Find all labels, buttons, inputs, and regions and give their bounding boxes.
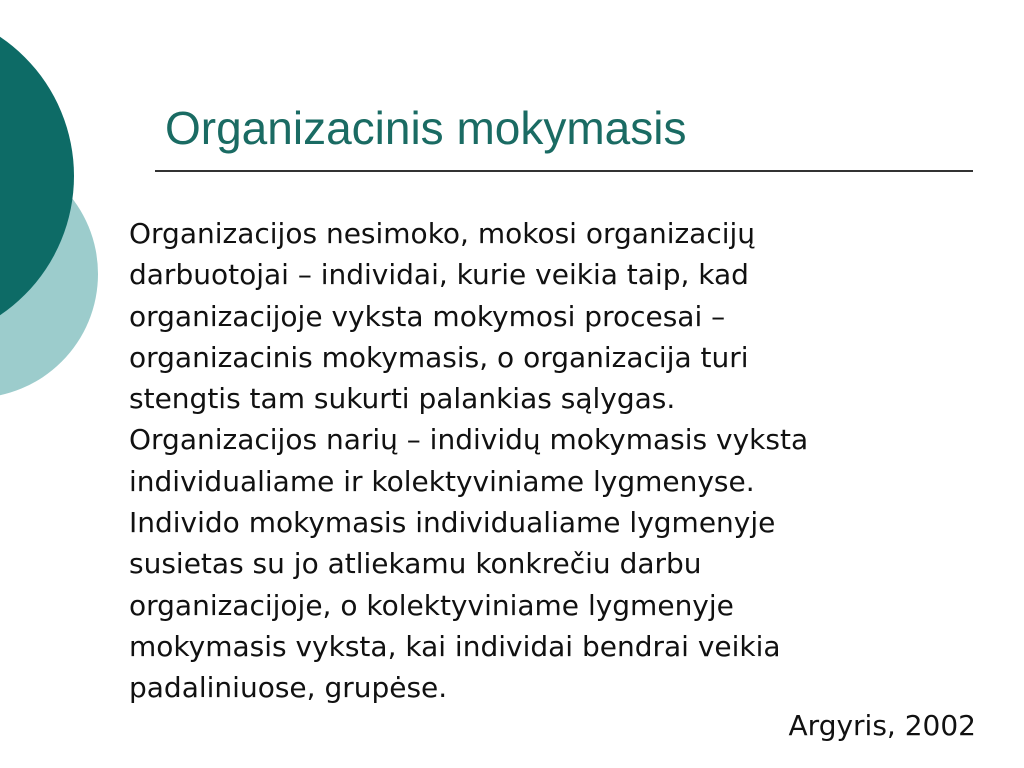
citation: Argyris, 2002 <box>788 709 976 742</box>
slide-body-text: Organizacijos nesimoko, mokosi organizacijų darbuotojai – individai, kurie veikia taip, kad organizacijoje vyksta mokymosi procesai – organizacinis mokymasis, o organizacija turi stengtis tam sukurti palankias sąlygas. Organizacijos narių – individų mokymasis vyksta individualiame ir kolektyviniame lygmenyse. Individo mokymasis individualiame lygmenyje susietas su jo atliekamu konkrečiu darbu organizacijoje, o kolektyviniame lygmenyje mokymasis vyksta, kai individai bendrai veikia padaliniuose, grupėse. <box>129 217 809 705</box>
slide-title: Organizacinis mokymasis <box>165 102 687 154</box>
title-divider <box>155 170 973 172</box>
